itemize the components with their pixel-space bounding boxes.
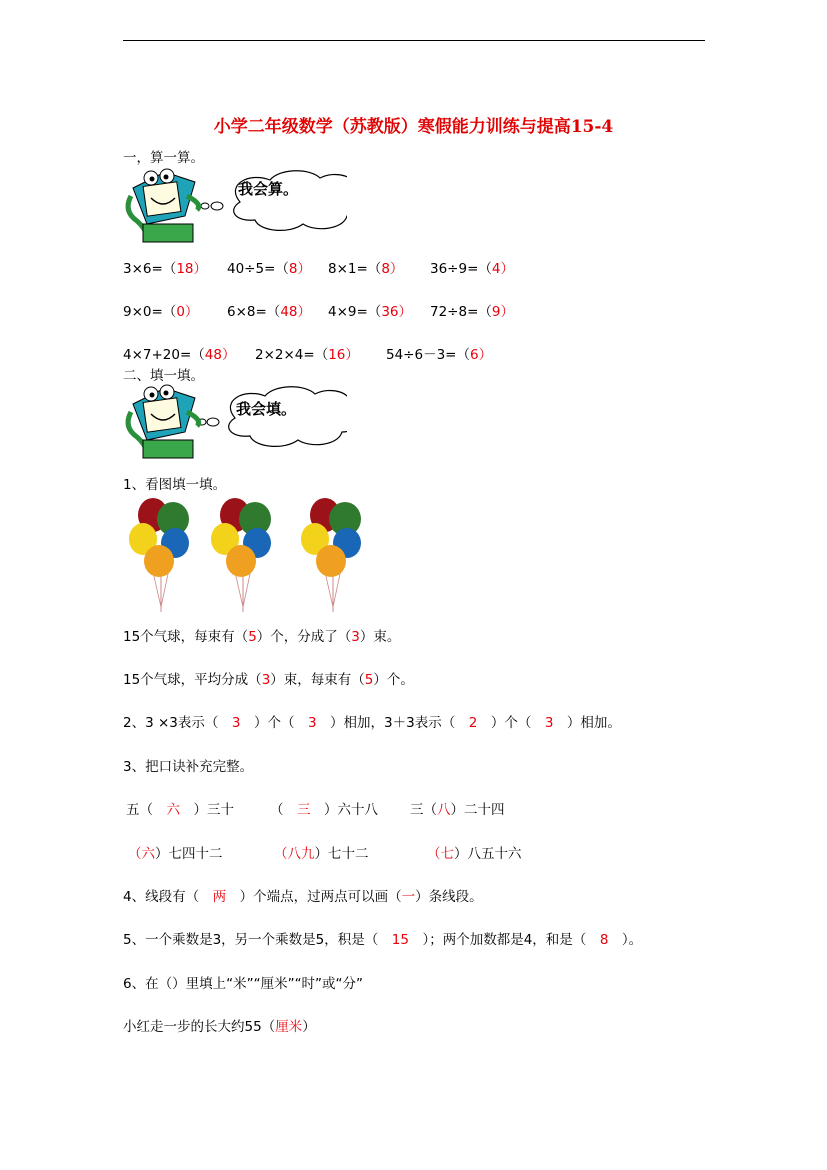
calculator-mascot-illustration-1 <box>125 166 347 246</box>
balloon-bunches-illustration <box>125 497 375 615</box>
calc-item: 9×0=（0） <box>123 304 199 320</box>
rhyme-item: （八九）七十二 <box>274 846 369 862</box>
calc-item: 3×6=（18） <box>123 261 207 277</box>
question-2: 2、3 ×3表示（ 3 ）个（ 3 ）相加，3＋3表示（ 2 ）个（ 3 ）相加。 <box>123 715 621 731</box>
section2-heading: 二、填一填。 <box>123 368 204 384</box>
calculator-mascot-illustration-2 <box>125 382 347 462</box>
rhyme-item: 五（ 六 ）三十 <box>126 802 234 818</box>
bubble-text-1: 我会算。 <box>238 180 299 198</box>
question-4: 4、线段有（ 两 ）个端点，过两点可以画（一）条线段。 <box>123 889 483 905</box>
question-6-label: 6、在（）里填上“米”“厘米”“时”或“分” <box>123 976 364 992</box>
question-1-line-1: 15个气球，每束有（5）个，分成了（3）束。 <box>123 629 401 645</box>
question-3-label: 3、把口诀补充完整。 <box>123 759 254 775</box>
calc-item: 72÷8=（9） <box>430 304 514 320</box>
page-title: 小学二年级数学（苏教版）寒假能力训练与提高15-4 <box>213 117 614 137</box>
calc-item: 8×1=（8） <box>328 261 404 277</box>
calc-item: 54÷6－3=（6） <box>386 347 493 363</box>
calc-item: 4×9=（36） <box>328 304 412 320</box>
section1-heading: 一，算一算。 <box>123 150 204 166</box>
question-1-line-2: 15个气球，平均分成（3）束，每束有（5）个。 <box>123 672 414 688</box>
calc-item: 2×2×4=（16） <box>255 347 359 363</box>
rhyme-item: （六）七四十二 <box>128 846 223 862</box>
rhyme-item: 三（八）二十四 <box>410 802 505 818</box>
question-1-label: 1、看图填一填。 <box>123 477 227 493</box>
rhyme-item: （ 三 ）六十八 <box>270 802 378 818</box>
question-6-line: 小红走一步的长大约55（厘米） <box>123 1019 316 1035</box>
calc-item: 4×7+20=（48） <box>123 347 236 363</box>
calc-item: 36÷9=（4） <box>430 261 514 277</box>
calc-item: 40÷5=（8） <box>227 261 311 277</box>
header-rule <box>123 40 705 41</box>
bubble-text-2: 我会填。 <box>236 400 297 418</box>
calc-item: 6×8=（48） <box>227 304 311 320</box>
question-5: 5、一个乘数是3，另一个乘数是5，积是（ 15 ）；两个加数都是4，和是（ 8 ）。 <box>123 932 643 948</box>
rhyme-item: （七）八五十六 <box>427 846 522 862</box>
